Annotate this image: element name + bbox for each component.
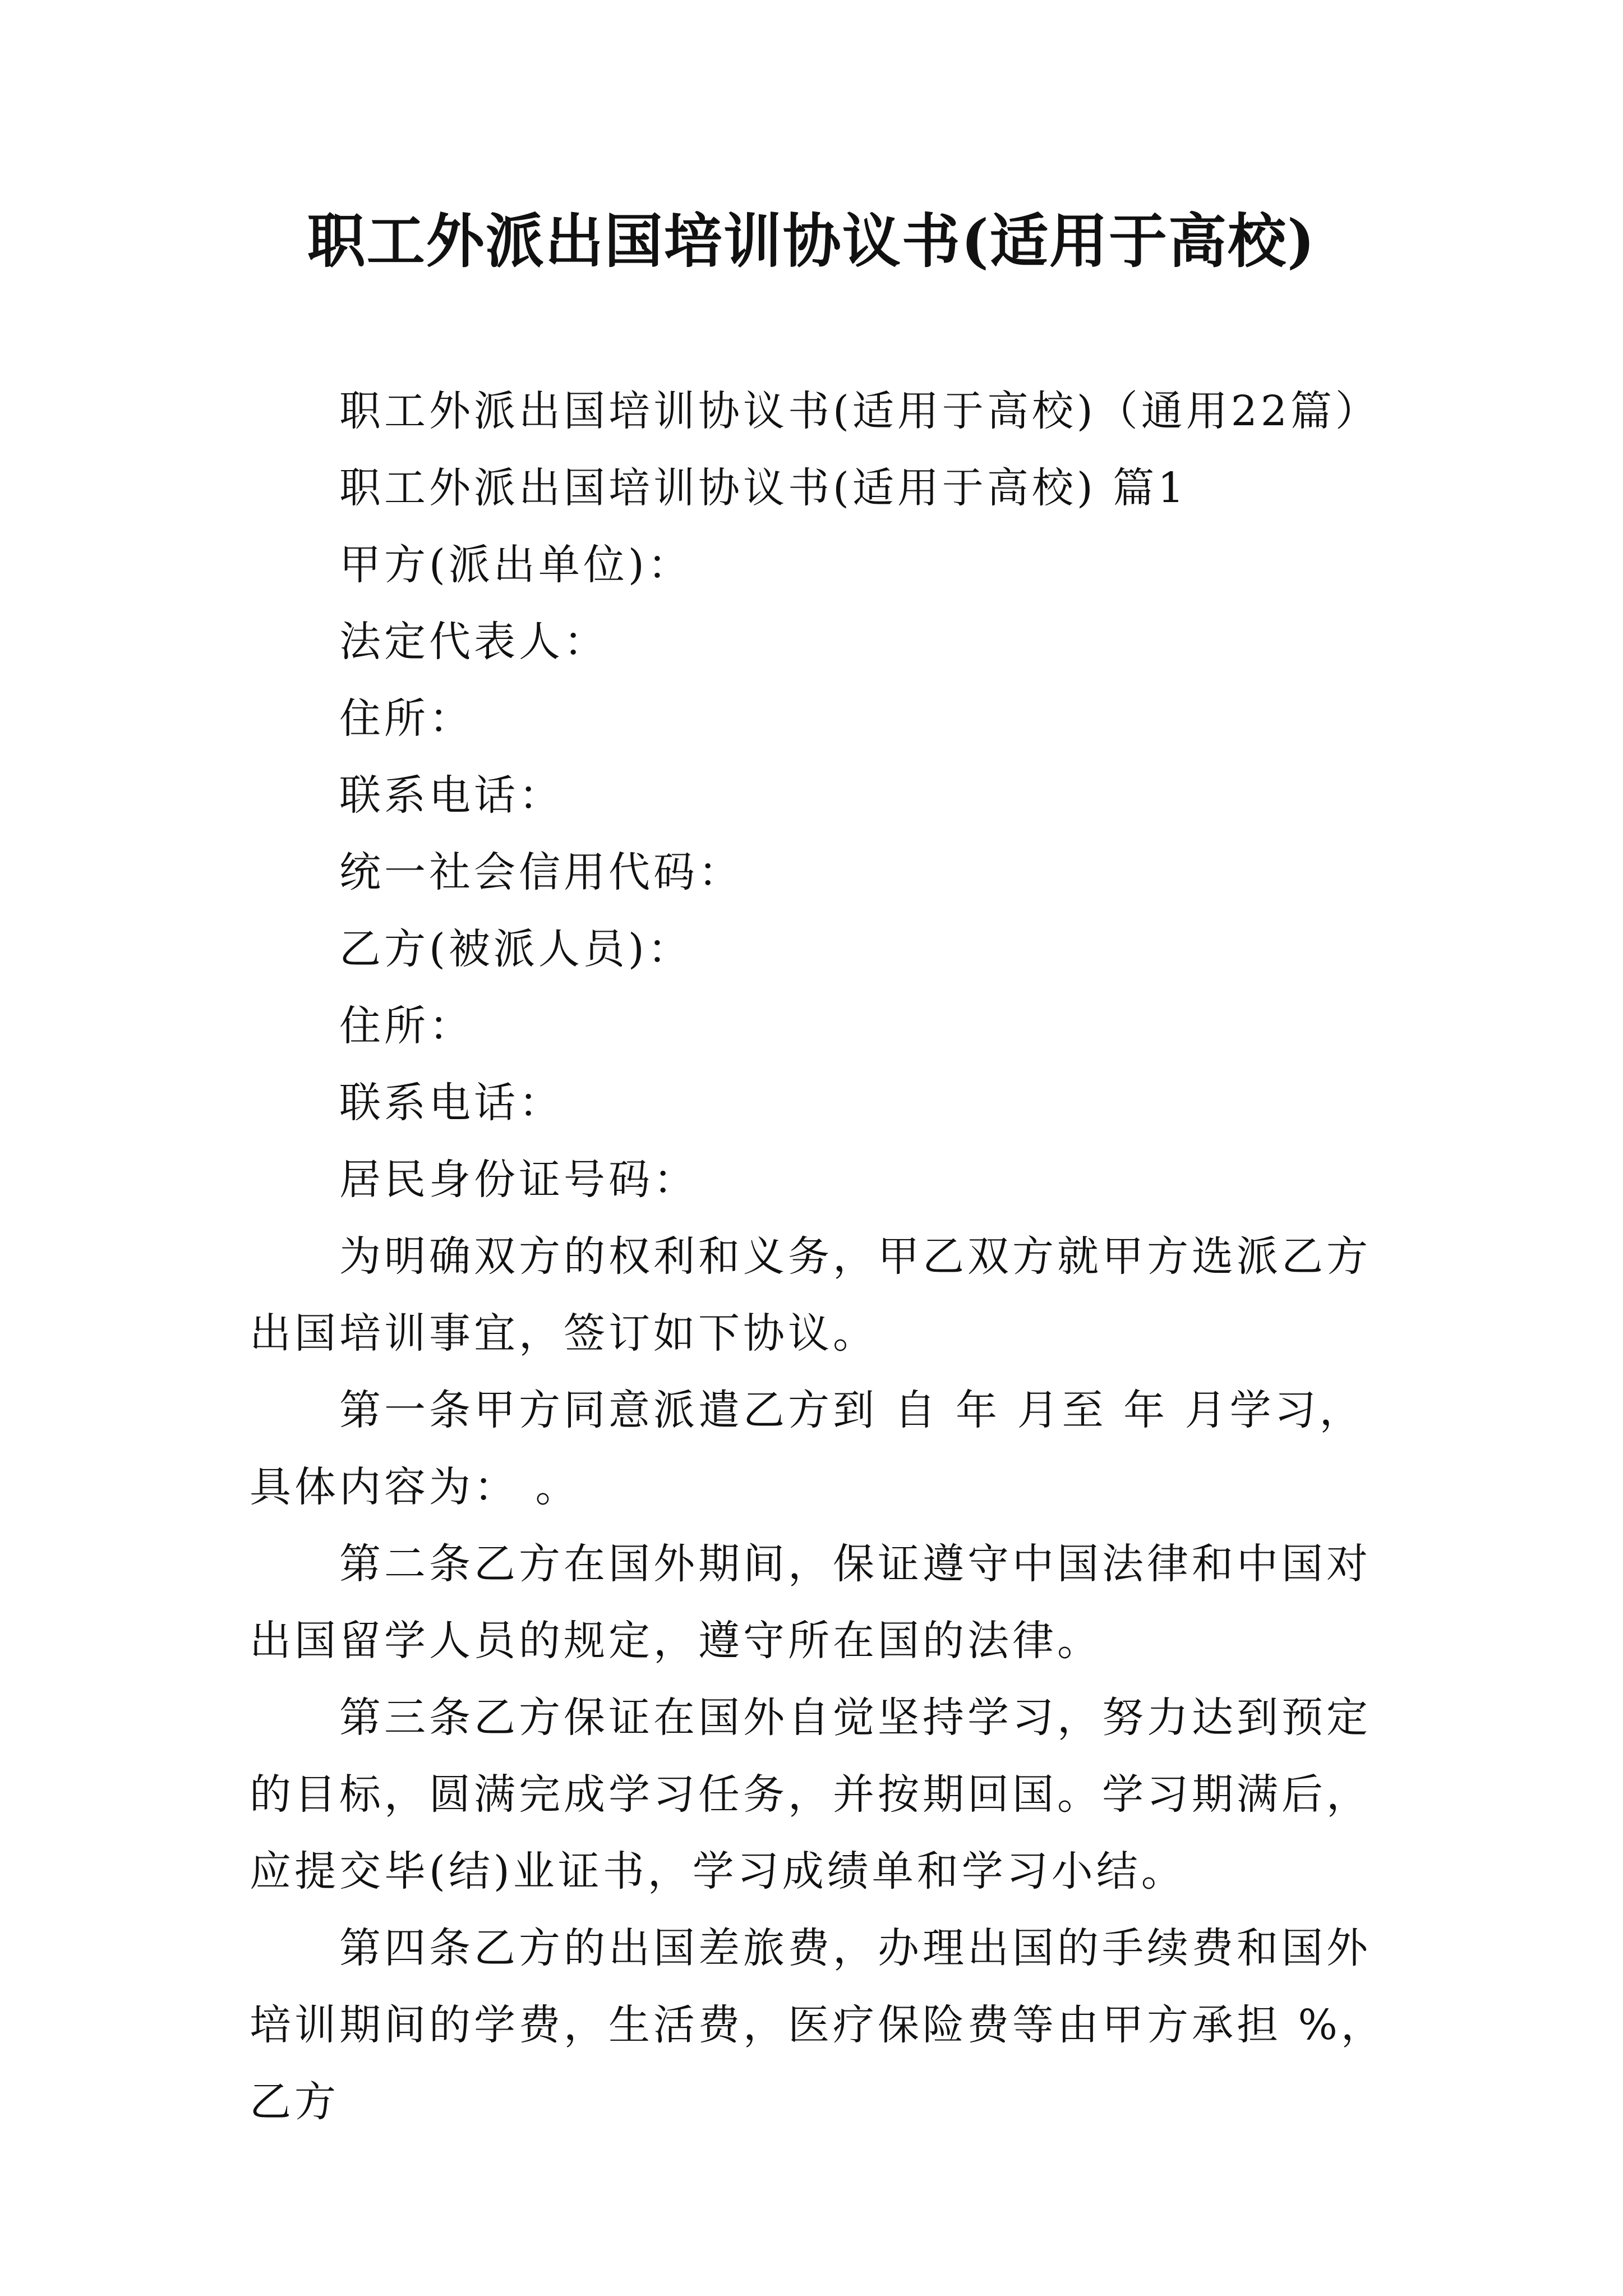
article-1-paragraph: 第一条甲方同意派遣乙方到 自 年 月至 年 月学习，具体内容为： 。 <box>250 1386 1364 1511</box>
party-b-phone-label: 联系电话： <box>339 1079 564 1127</box>
section-heading: 职工外派出国培训协议书(适用于高校) 篇1 <box>339 464 1188 512</box>
document-title: 职工外派出国培训协议书(适用于高校) <box>307 206 1316 275</box>
party-a-phone-label: 联系电话： <box>339 771 564 820</box>
id-number-label: 居民身份证号码： <box>339 1156 698 1204</box>
article-3-paragraph: 第三条乙方保证在国外自觉坚持学习，努力达到预定的目标，圆满完成学习任务，并按期回国。学习期满后，应提交毕(结)业证书，学习成绩单和学习小结。 <box>250 1694 1371 1895</box>
party-a-label: 甲方(派出单位)： <box>339 541 693 589</box>
party-b-label: 乙方(被派人员)： <box>339 925 693 973</box>
subtitle-line: 职工外派出国培训协议书(适用于高校)（通用22篇） <box>339 387 1380 435</box>
legal-representative-label: 法定代表人： <box>339 618 608 666</box>
credit-code-label: 统一社会信用代码： <box>339 848 743 896</box>
article-2-paragraph: 第二条乙方在国外期间，保证遵守中国法律和中国对出国留学人员的规定，遵守所在国的法律。 <box>250 1540 1371 1665</box>
party-b-address-label: 住所： <box>339 1002 474 1050</box>
party-a-address-label: 住所： <box>339 694 474 743</box>
document-body <box>250 373 1388 2141</box>
preamble-paragraph: 为明确双方的权利和义务，甲乙双方就甲方选派乙方出国培训事宜，签订如下协议。 <box>250 1232 1371 1358</box>
article-4-paragraph: 第四条乙方的出国差旅费，办理出国的手续费和国外培训期间的学费，生活费，医疗保险费等由甲方承担 %，乙方 <box>250 1924 1386 2126</box>
